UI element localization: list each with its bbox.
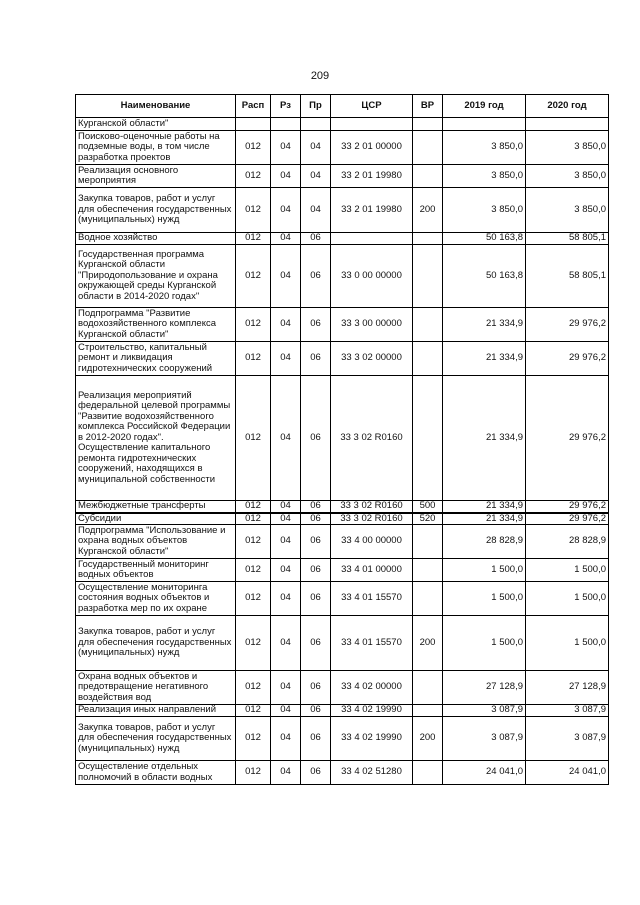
row-csr: 33 2 01 19980: [331, 188, 413, 233]
row-name: Водное хозяйство: [76, 233, 236, 245]
row-rasp: 012: [236, 342, 271, 376]
row-pr: 04: [301, 165, 331, 188]
row-amount-2019: 1 500,0: [443, 559, 526, 582]
row-amount-2020: 1 500,0: [526, 559, 609, 582]
row-rasp: 012: [236, 525, 271, 559]
row-rasp: 012: [236, 717, 271, 761]
row-pr: 06: [301, 705, 331, 717]
row-pr: 06: [301, 671, 331, 705]
header-csr: ЦСР: [331, 95, 413, 118]
row-rasp: 012: [236, 376, 271, 501]
row-rz: 04: [271, 525, 301, 559]
row-vr: 200: [413, 717, 443, 761]
table-row: [76, 525, 609, 559]
row-csr: 33 2 01 00000: [331, 131, 413, 165]
row-vr: [413, 245, 443, 308]
row-amount-2019: 24 041,0: [443, 761, 526, 785]
row-vr: 520: [413, 513, 443, 525]
row-name: Охрана водных объектов и предотвращение негативного воздействия вод: [76, 671, 236, 705]
table-row: [76, 131, 609, 165]
row-pr: 06: [301, 761, 331, 785]
row-vr: 500: [413, 501, 443, 513]
row-vr: [413, 559, 443, 582]
row-csr: [331, 233, 413, 245]
row-vr: [413, 118, 443, 131]
row-pr: 06: [301, 513, 331, 525]
row-rz: 04: [271, 233, 301, 245]
row-name: Осуществление отдельных полномочий в области водных: [76, 761, 236, 785]
row-amount-2019: 3 850,0: [443, 131, 526, 165]
row-amount-2020: 3 850,0: [526, 165, 609, 188]
row-csr: 33 4 02 19990: [331, 705, 413, 717]
row-csr: 33 4 02 00000: [331, 671, 413, 705]
row-rasp: 012: [236, 761, 271, 785]
row-name: Реализация иных направлений: [76, 705, 236, 717]
row-pr: 06: [301, 559, 331, 582]
header-name: Наименование: [76, 95, 236, 118]
row-amount-2019: [443, 118, 526, 131]
row-rasp: 012: [236, 308, 271, 342]
row-vr: [413, 233, 443, 245]
row-vr: [413, 705, 443, 717]
row-rz: 04: [271, 582, 301, 616]
row-amount-2020: [526, 118, 609, 131]
row-amount-2020: 1 500,0: [526, 616, 609, 671]
row-amount-2020: 29 976,2: [526, 513, 609, 525]
row-amount-2020: 58 805,1: [526, 245, 609, 308]
row-csr: 33 0 00 00000: [331, 245, 413, 308]
row-vr: [413, 165, 443, 188]
header-2019: 2019 год: [443, 95, 526, 118]
row-amount-2019: 27 128,9: [443, 671, 526, 705]
row-csr: 33 3 02 R0160: [331, 376, 413, 501]
row-amount-2020: 1 500,0: [526, 582, 609, 616]
row-csr: 33 3 00 00000: [331, 308, 413, 342]
row-csr: [331, 118, 413, 131]
table-row: [76, 705, 609, 717]
row-vr: [413, 376, 443, 501]
row-amount-2019: 3 087,9: [443, 705, 526, 717]
row-amount-2020: 29 976,2: [526, 376, 609, 501]
table-header-row: [76, 95, 609, 118]
row-csr: 33 4 01 15570: [331, 582, 413, 616]
row-amount-2019: 21 334,9: [443, 376, 526, 501]
row-name: Подпрограмма "Использование и охрана водных объектов Курганской области": [76, 525, 236, 559]
row-name: Осуществление мониторинга состояния водных объектов и разработка мер по их охране: [76, 582, 236, 616]
row-amount-2019: 21 334,9: [443, 342, 526, 376]
row-vr: [413, 308, 443, 342]
row-vr: [413, 131, 443, 165]
row-rasp: 012: [236, 188, 271, 233]
row-name: Закупка товаров, работ и услуг для обеспечения государственных (муниципальных) нужд: [76, 616, 236, 671]
row-rasp: 012: [236, 131, 271, 165]
row-pr: 06: [301, 233, 331, 245]
row-name: Закупка товаров, работ и услуг для обеспечения государственных (муниципальных) нужд: [76, 188, 236, 233]
row-rz: 04: [271, 559, 301, 582]
row-name: Закупка товаров, работ и услуг для обеспечения государственных (муниципальных) нужд: [76, 717, 236, 761]
row-amount-2020: 3 087,9: [526, 717, 609, 761]
table-row: [76, 761, 609, 785]
row-name: Строительство, капитальный ремонт и ликвидация гидротехнических сооружений: [76, 342, 236, 376]
row-rasp: 012: [236, 705, 271, 717]
row-amount-2019: 50 163,8: [443, 233, 526, 245]
row-rasp: 012: [236, 233, 271, 245]
row-rz: 04: [271, 165, 301, 188]
row-amount-2020: 29 976,2: [526, 342, 609, 376]
row-csr: 33 4 02 51280: [331, 761, 413, 785]
row-csr: 33 4 01 15570: [331, 616, 413, 671]
row-csr: 33 4 02 19990: [331, 717, 413, 761]
table-row: [76, 342, 609, 376]
budget-table: [75, 94, 609, 785]
page-number: 209: [310, 70, 330, 82]
row-name: Государственный мониторинг водных объектов: [76, 559, 236, 582]
row-name: Курганской области": [76, 118, 236, 131]
table-row: [76, 165, 609, 188]
row-name: Межбюджетные трансферты: [76, 501, 236, 513]
row-csr: 33 2 01 19980: [331, 165, 413, 188]
row-amount-2020: 29 976,2: [526, 501, 609, 513]
row-amount-2020: 58 805,1: [526, 233, 609, 245]
row-rasp: 012: [236, 513, 271, 525]
row-pr: 06: [301, 717, 331, 761]
row-amount-2019: 50 163,8: [443, 245, 526, 308]
table-row: [76, 118, 609, 131]
row-rz: 04: [271, 245, 301, 308]
row-pr: 06: [301, 342, 331, 376]
header-rz: Рз: [271, 95, 301, 118]
row-rz: [271, 118, 301, 131]
row-rz: 04: [271, 376, 301, 501]
row-pr: 06: [301, 525, 331, 559]
row-rz: 04: [271, 501, 301, 513]
header-pr: Пр: [301, 95, 331, 118]
row-rasp: 012: [236, 582, 271, 616]
row-rasp: 012: [236, 559, 271, 582]
table-row: [76, 717, 609, 761]
row-csr: 33 3 02 R0160: [331, 501, 413, 513]
table-row: [76, 501, 609, 513]
row-vr: [413, 761, 443, 785]
table-row: [76, 308, 609, 342]
row-rz: 04: [271, 616, 301, 671]
row-rz: 04: [271, 671, 301, 705]
row-amount-2019: 3 850,0: [443, 188, 526, 233]
row-vr: [413, 671, 443, 705]
row-name: Реализация мероприятий федеральной целевой программы "Развитие водохозяйственного комплекса Российской Федерации в 2012-2020 годах". Осуществление капитального ремонта гидротехнических сооружений, находящихся в муниципальной собственности: [76, 376, 236, 501]
row-pr: 06: [301, 376, 331, 501]
table-body: [76, 118, 609, 785]
row-name: Реализация основного мероприятия: [76, 165, 236, 188]
row-name: Поисково-оценочные работы на подземные воды, в том числе разработка проектов: [76, 131, 236, 165]
row-vr: [413, 525, 443, 559]
row-rasp: 012: [236, 616, 271, 671]
row-amount-2019: 21 334,9: [443, 513, 526, 525]
row-rz: 04: [271, 717, 301, 761]
header-rasp: Расп: [236, 95, 271, 118]
row-amount-2020: 3 850,0: [526, 188, 609, 233]
row-rasp: [236, 118, 271, 131]
row-vr: [413, 342, 443, 376]
row-amount-2019: 1 500,0: [443, 582, 526, 616]
row-amount-2019: 21 334,9: [443, 308, 526, 342]
row-amount-2019: 3 087,9: [443, 717, 526, 761]
row-csr: 33 3 02 R0160: [331, 513, 413, 525]
row-amount-2020: 24 041,0: [526, 761, 609, 785]
row-pr: 06: [301, 582, 331, 616]
table-row: [76, 582, 609, 616]
table-row: [76, 513, 609, 525]
row-rz: 04: [271, 188, 301, 233]
row-csr: 33 3 02 00000: [331, 342, 413, 376]
row-amount-2020: 29 976,2: [526, 308, 609, 342]
row-rz: 04: [271, 342, 301, 376]
row-vr: [413, 582, 443, 616]
table-row: [76, 559, 609, 582]
table-row: [76, 188, 609, 233]
row-pr: [301, 118, 331, 131]
header-vr: ВР: [413, 95, 443, 118]
row-amount-2020: 28 828,9: [526, 525, 609, 559]
row-amount-2019: 3 850,0: [443, 165, 526, 188]
row-rz: 04: [271, 761, 301, 785]
row-name: Государственная программа Курганской области "Природопользование и охрана окружающей среды Курганской области в 2014-2020 годах": [76, 245, 236, 308]
row-csr: 33 4 01 00000: [331, 559, 413, 582]
row-pr: 06: [301, 616, 331, 671]
row-amount-2019: 1 500,0: [443, 616, 526, 671]
row-pr: 04: [301, 188, 331, 233]
row-rz: 04: [271, 705, 301, 717]
row-vr: 200: [413, 188, 443, 233]
row-rasp: 012: [236, 671, 271, 705]
row-amount-2019: 28 828,9: [443, 525, 526, 559]
row-amount-2020: 3 850,0: [526, 131, 609, 165]
table-row: [76, 376, 609, 501]
table-row: [76, 616, 609, 671]
row-pr: 06: [301, 245, 331, 308]
row-rasp: 012: [236, 245, 271, 308]
row-amount-2020: 27 128,9: [526, 671, 609, 705]
header-2020: 2020 год: [526, 95, 609, 118]
row-pr: 06: [301, 308, 331, 342]
row-vr: 200: [413, 616, 443, 671]
row-amount-2020: 3 087,9: [526, 705, 609, 717]
row-pr: 06: [301, 501, 331, 513]
table-row: [76, 671, 609, 705]
row-rz: 04: [271, 513, 301, 525]
row-rasp: 012: [236, 165, 271, 188]
row-name: Подпрограмма "Развитие водохозяйственного комплекса Курганской области": [76, 308, 236, 342]
row-amount-2019: 21 334,9: [443, 501, 526, 513]
row-rz: 04: [271, 131, 301, 165]
row-rasp: 012: [236, 501, 271, 513]
row-rz: 04: [271, 308, 301, 342]
row-pr: 04: [301, 131, 331, 165]
table-row: [76, 233, 609, 245]
row-name: Субсидии: [76, 513, 236, 525]
table-row: [76, 245, 609, 308]
row-csr: 33 4 00 00000: [331, 525, 413, 559]
